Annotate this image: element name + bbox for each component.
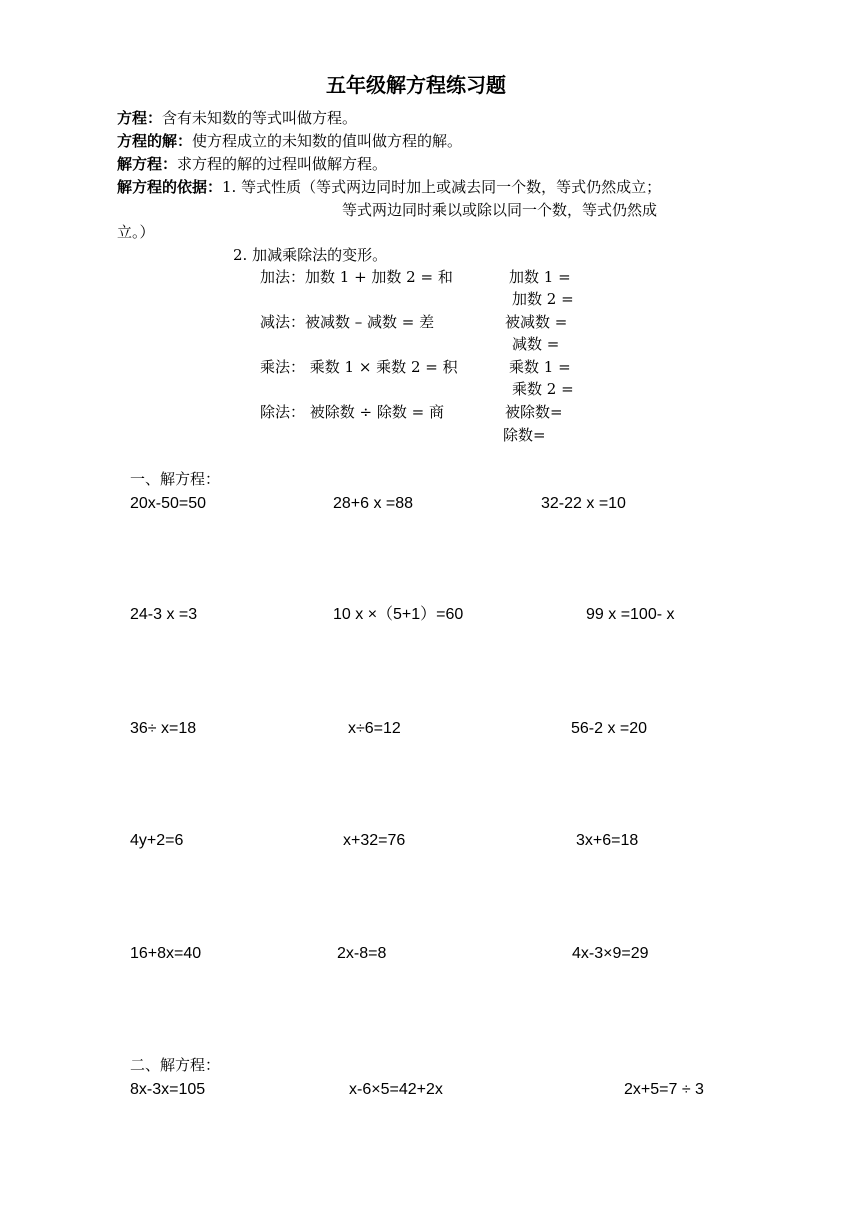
definition-term: 方程的解： bbox=[117, 132, 193, 150]
transform-mul-left: 乘法： 乘数 1 × 乘数 2 = 积 bbox=[260, 358, 458, 376]
equation: 32-22 x =10 bbox=[541, 495, 626, 512]
equation: x+32=76 bbox=[343, 832, 406, 849]
transform-sub-r2: 减数 = bbox=[512, 335, 560, 353]
transform-add-left: 加法：加数 1 + 加数 2 = 和 bbox=[260, 268, 453, 286]
definition-text: 求方程的解的过程叫做解方程。 bbox=[177, 155, 388, 173]
basis-text-1: 1. 等式性质（等式两边同时加上或减去同一个数，等式仍然成立； bbox=[222, 178, 662, 196]
equation: 8x-3x=105 bbox=[130, 1081, 206, 1098]
section-1-heading: 一、解方程： bbox=[130, 470, 221, 488]
equation: 24-3 x =3 bbox=[130, 606, 198, 623]
basis-line-1 bbox=[117, 177, 661, 197]
basis-term: 解方程的依据： bbox=[117, 178, 223, 196]
transform-add-r2: 加数 2 = bbox=[512, 290, 574, 308]
transform-sub-left: 减法：被减数 – 减数 = 差 bbox=[260, 313, 435, 331]
section-2-heading: 二、解方程： bbox=[130, 1056, 221, 1074]
equation: 4y+2=6 bbox=[130, 832, 184, 849]
basis-line-3: 立。） bbox=[117, 223, 155, 241]
definition-term: 方程： bbox=[117, 109, 163, 127]
transform-div-left: 除法： 被除数 ÷ 除数 = 商 bbox=[260, 403, 444, 421]
transform-mul-r2: 乘数 2 = bbox=[512, 380, 574, 398]
equation: 36÷ x=18 bbox=[130, 720, 197, 737]
equation: 10 x ×（5+1）=60 bbox=[333, 606, 464, 623]
equation: 2x-8=8 bbox=[337, 945, 387, 962]
definition-equation bbox=[117, 108, 357, 128]
transform-add-r1: 加数 1 = bbox=[509, 268, 571, 286]
definition-solution bbox=[117, 131, 462, 151]
equation: 99 x =100- x bbox=[586, 606, 675, 623]
equation: 20x-50=50 bbox=[130, 495, 207, 512]
equation: 4x-3×9=29 bbox=[572, 945, 649, 962]
equation: x-6×5=42+2x bbox=[349, 1081, 443, 1098]
definition-text: 使方程成立的未知数的值叫做方程的解。 bbox=[192, 132, 463, 150]
definition-solving bbox=[117, 154, 387, 174]
transform-mul-r1: 乘数 1 = bbox=[509, 358, 571, 376]
equation: 3x+6=18 bbox=[576, 832, 639, 849]
transform-sub-r1: 被减数 = bbox=[505, 313, 568, 331]
definition-term: 解方程： bbox=[117, 155, 178, 173]
equation: x÷6=12 bbox=[348, 720, 401, 737]
equation: 16+8x=40 bbox=[130, 945, 202, 962]
transform-div-r2: 除数= bbox=[503, 426, 546, 444]
page-title: 五年级解方程练习题 bbox=[326, 73, 506, 97]
definition-text: 含有未知数的等式叫做方程。 bbox=[162, 109, 358, 127]
transform-div-r1: 被除数= bbox=[505, 403, 563, 421]
equation: 28+6 x =88 bbox=[333, 495, 414, 512]
equation: 56-2 x =20 bbox=[571, 720, 648, 737]
basis-item-2: 2. 加减乘除法的变形。 bbox=[233, 246, 388, 264]
equation: 2x+5=7 ÷ 3 bbox=[624, 1081, 704, 1098]
basis-line-2: 等式两边同时乘以或除以同一个数，等式仍然成 bbox=[342, 201, 658, 219]
